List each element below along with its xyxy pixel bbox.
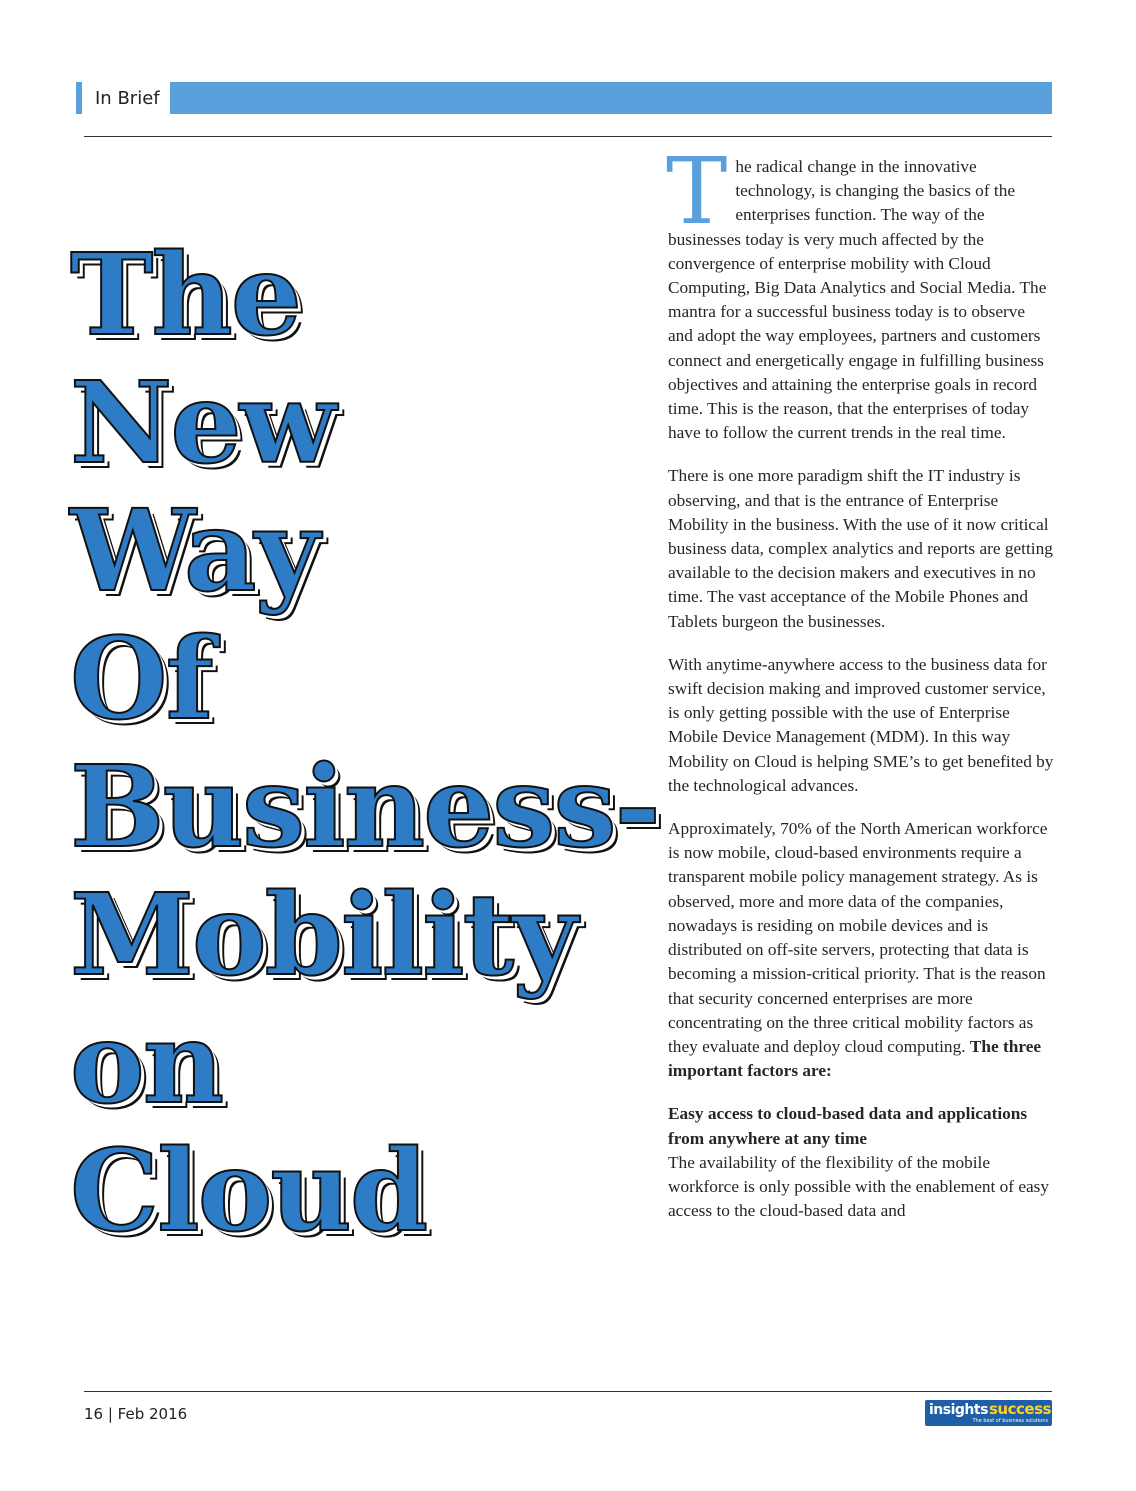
article-headline xyxy=(70,230,659,1257)
headline-line: The xyxy=(70,230,301,361)
paragraph: There is one more paradigm shift the IT industry is observing, and that is the entrance of Enterprise Mobility in the business. With the use of it now critical business data, complex analytics and reports are getting available to the decision makers and executives in no time. The vast acceptance of the Mobile Phones and Tablets burgeon the businesses. xyxy=(668,466,1053,631)
logo-tagline: The best of business solutions xyxy=(972,1418,1048,1424)
publication-logo xyxy=(925,1400,1052,1426)
paragraph: With anytime-anywhere access to the business data for swift decision making and improved customer service, is only getting possible with the use of Enterprise Mobile Device Management (MDM). In this way Mobility on Cloud is helping SME’s to get benefited by the technological advances. xyxy=(668,654,1054,795)
headline-line: Of xyxy=(70,614,212,745)
paragraph-bold-text: The three important factors are: xyxy=(668,1036,1042,1081)
headline-line: Cloud xyxy=(70,1126,427,1257)
article-body xyxy=(666,138,1054,1242)
paragraph-text: Approximately, 70% of the North American workforce is now mobile, cloud-based environments require a transparent mobile policy management strategy. As is observed, more and more data of the companies, nowadays is residing on mobile devices and is distributed on off-site servers, protecting that data is becoming a mission-critical priority. That is the reason that security concerned enterprises are more concentrating on the three critical mobility factors as they evaluate and deploy cloud computing. xyxy=(668,819,1048,1056)
top-rule xyxy=(84,136,1052,137)
paragraph-intro xyxy=(666,138,1054,445)
paragraph-text: The availability of the flexibility of the mobile workforce is only possible with the enablement of easy access to the cloud-based data and xyxy=(668,1152,1050,1221)
header-accent-bar xyxy=(76,82,82,114)
subheading: Easy access to cloud-based data and applications from anywhere at any time xyxy=(668,1104,1028,1148)
paragraph xyxy=(668,817,1054,1083)
logo-text-primary: insights xyxy=(929,1402,988,1418)
paragraph-with-subheading xyxy=(668,1102,1054,1223)
headline-line: New xyxy=(70,358,335,489)
header-bar xyxy=(170,82,1052,114)
headline-line: on xyxy=(70,998,223,1129)
logo-text-accent: success xyxy=(989,1400,1051,1418)
headline-line: Business- xyxy=(70,742,659,873)
bottom-rule xyxy=(84,1391,1052,1392)
drop-cap: T xyxy=(666,138,728,245)
paragraph-intro-text: he radical change in the innovative technology, is changing the basics of the enterprises function. The way of the businesses today is very much affected by the convergence of enterprise mobility with Cloud Computing, Big Data Analytics and Social Media. The mantra for a successful business today is to observe and adopt the way employees, partners and customers connect and energetically engage in fulfilling business objectives and attaining the enterprise goals in record time. This is the reason, that the enterprises of today have to follow the current trends in the real time. xyxy=(668,157,1047,443)
section-label: In Brief xyxy=(95,88,160,109)
headline-line: Mobility xyxy=(70,870,576,1001)
headline-line: Way xyxy=(70,486,318,617)
page-folio: 16 | Feb 2016 xyxy=(84,1405,188,1423)
